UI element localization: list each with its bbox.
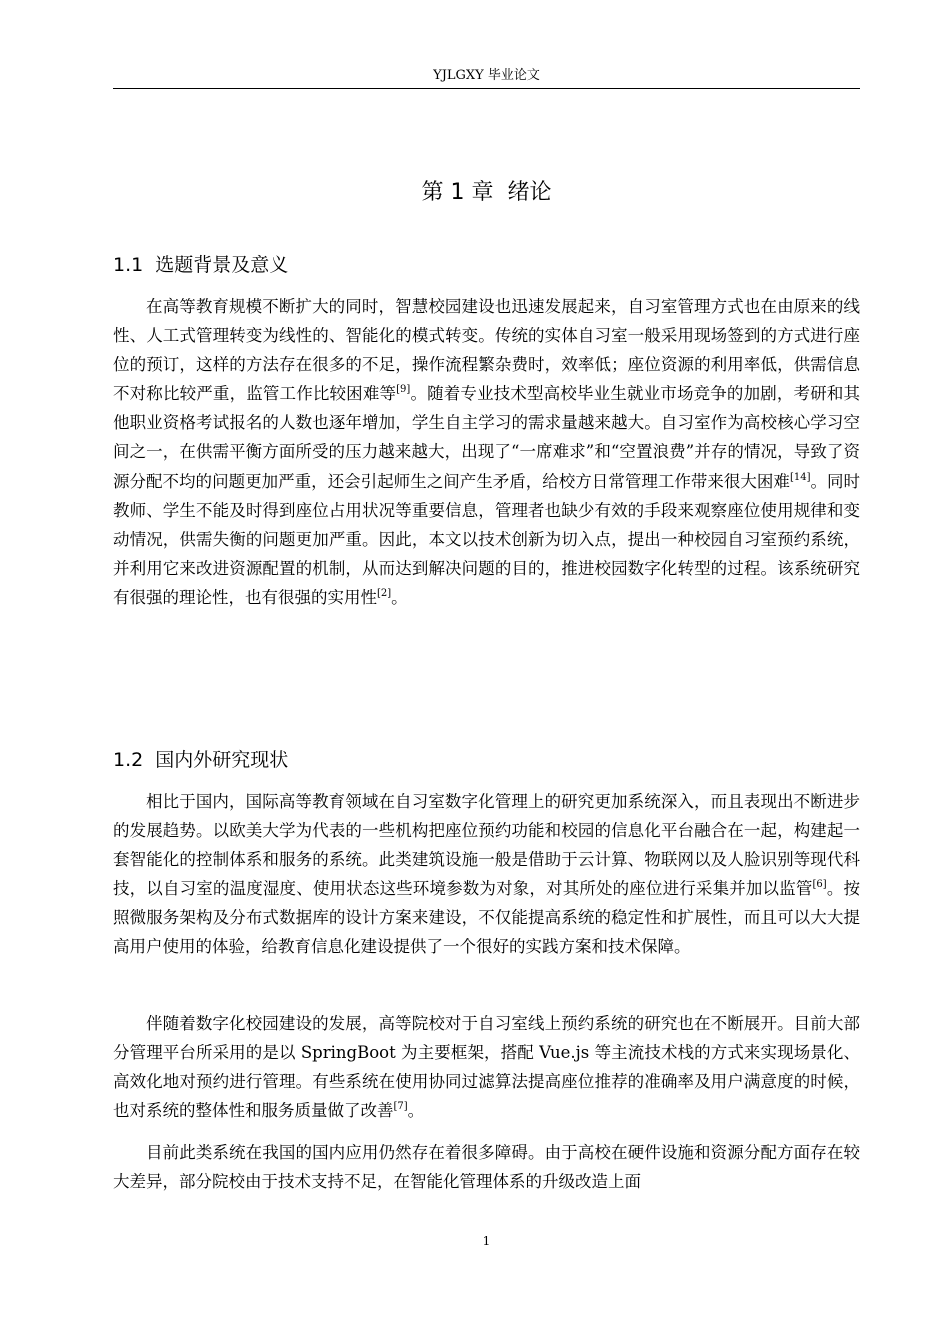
header-rule — [113, 88, 860, 89]
chapter-title: 第 1 章 绪论 — [421, 180, 552, 205]
paragraph-text: 目前此类系统在我国的国内应用仍然存在着很多障碍。由于高校在硬件设施和资源分配方面存在较大差异，部分院校由于技术支持不足，在智能化管理体系的升级改造上面 — [113, 1143, 860, 1192]
paragraph-domestic-obstacles — [113, 1138, 860, 1196]
page-number: 1 — [482, 1234, 491, 1248]
citation-ref: [14] — [789, 471, 811, 483]
paragraph-domestic-dev — [113, 1009, 860, 1125]
paragraph-text: 。同时教师、学生不能及时得到座位占用状况等重要信息，管理者也缺少有效的手段来观察座位使用规律和变动情况，供需失衡的问题更加严重。因此，本文以技术创新为切入点，提出一种校园自习室预约系统，并利用它来改进资源配置的机制，从而达到解决问题的目的，推进校园数字化转型的过程。该系统研究有很强的理论性，也有很强的实用性 — [113, 471, 861, 607]
paragraph-text: 伴随着数字化校园建设的发展，高等院校对于自习室线上预约系统的研究也在不断展开。目前大部分管理平台所采用的是以 SpringBoot 为主要框架，搭配 Vue.js 等主流技术栈的方式来实现场景化、高效化地对预约进行管理。有些系统在使用协同过滤算法提高座位推荐的准确率及用户满意度的时候，也对系统的整体性和服务质量做了改善 — [113, 1014, 860, 1121]
paragraph-background — [113, 292, 860, 612]
paragraph-text: 。按照微服务架构及分布式数据库的设计方案来建设，不仅能提高系统的稳定性和扩展性，而且可以大大提高用户使用的体验，给教育信息化建设提供了一个很好的实践方案和技术保障。 — [113, 879, 861, 957]
citation-ref: [9] — [396, 384, 411, 396]
paragraph-text: 。 — [407, 1101, 425, 1121]
paragraph-text: 。随着专业技术型高校毕业生就业市场竞争的加剧，考研和其他职业资格考试报名的人数也逐年增加，学生自主学习的需求量越来越大。自习室作为高校核心学习空间之一，在供需平衡方面所受的压力越来越大，出现了“一席难求”和“空置浪费”并存的情况，导致了资源分配不均的问题更加严重，还会引起师生之间产生矛盾，给校方日常管理工作带来很大困难 — [113, 384, 861, 491]
paragraph-text: 在高等教育规模不断扩大的同时，智慧校园建设也迅速发展起来，自习室管理方式也在由原来的线性、人工式管理转变为线性的、智能化的模式转变。传统的实体自习室一般采用现场签到的方式进行座位的预订，这样的方法存在很多的不足，操作流程繁杂费时，效率低；座位资源的利用率低，供需信息不对称比较严重，监管工作比较困难等 — [113, 297, 860, 404]
paragraph-text: 相比于国内，国际高等教育领域在自习室数字化管理上的研究更加系统深入，而且表现出不断进步的发展趋势。以欧美大学为代表的一些机构把座位预约功能和校园的信息化平台融合在一起，构建起一套智能化的控制体系和服务的系统。此类建筑设施一般是借助于云计算、物联网以及人脸识别等现代科技，以自习室的温度湿度、使用状态这些环境参数为对象，对其所处的座位进行采集并加以监管 — [113, 792, 860, 899]
paragraph-text: 。 — [391, 587, 408, 607]
citation-ref: [7] — [393, 1101, 408, 1113]
section-heading-1-1: 1.1 选题背景及意义 — [113, 254, 289, 276]
running-header: YJLGXY 毕业论文 — [433, 68, 540, 83]
paragraph-international — [113, 787, 860, 962]
citation-ref: [6] — [812, 879, 827, 891]
section-heading-1-2: 1.2 国内外研究现状 — [113, 749, 289, 771]
citation-ref: [2] — [377, 587, 392, 599]
